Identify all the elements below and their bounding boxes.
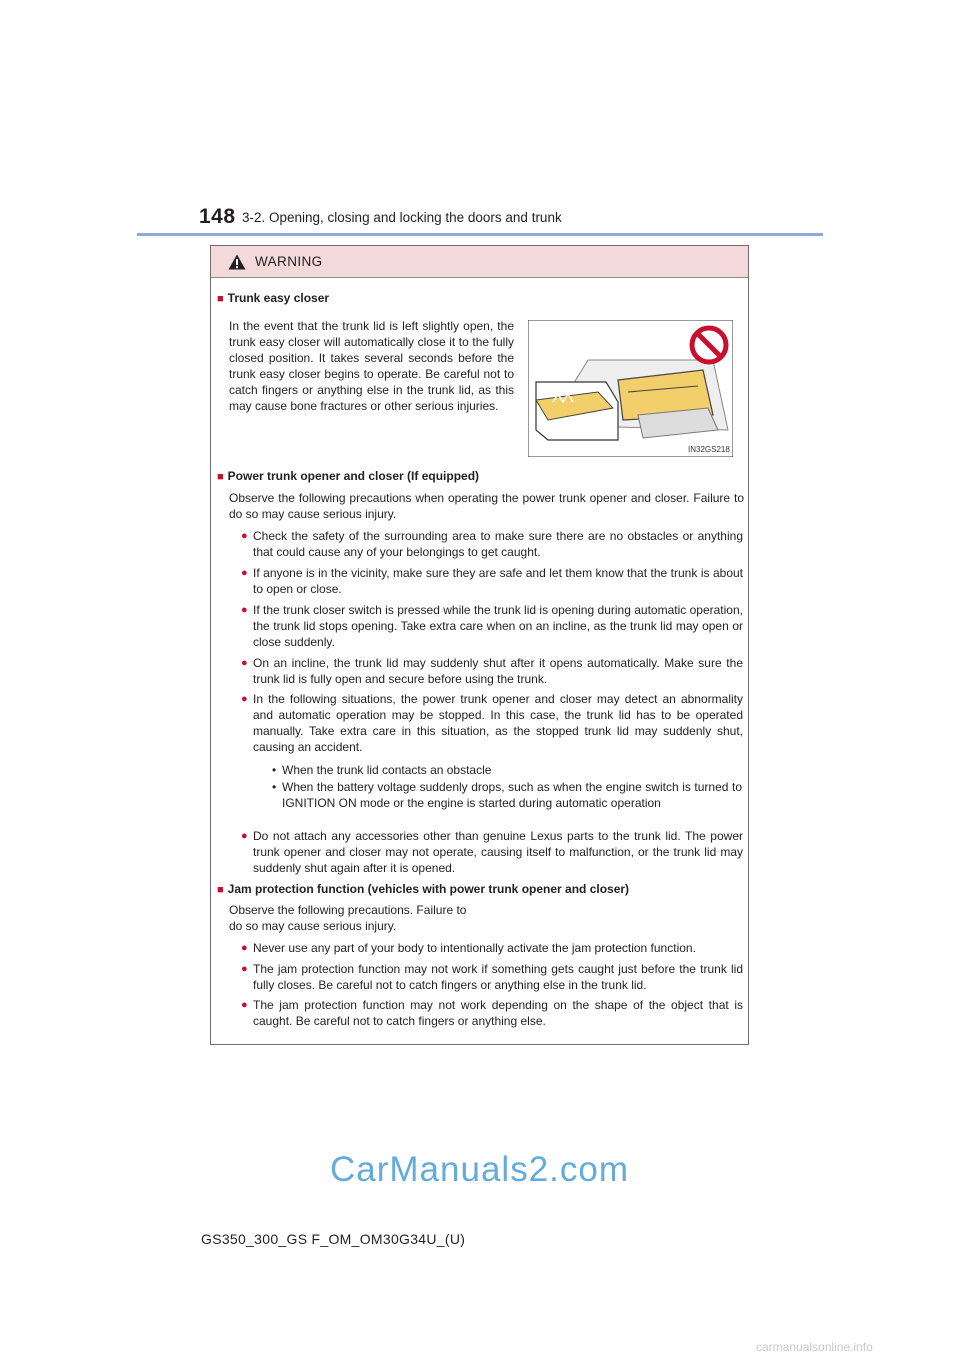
list-item: ● If anyone is in the vicinity, make sure they are safe and let them know that the trunk is about to open or close. [241,566,743,596]
list-item: ● Do not attach any accessories other than genuine Lexus parts to the trunk lid. The power trunk opener and closer may not operate, causing itself to malfunction, or the trunk lid may suddenly shut again after it is opened. [241,829,743,875]
circle-bullet-icon: ● [241,567,248,579]
circle-bullet-icon: ● [241,693,248,705]
trunk-closer-illustration [528,320,733,457]
watermark: CarManuals2.com [330,1150,629,1189]
jam-protection-intro: Observe the following precautions. Failure to do so may cause serious injury. [229,903,467,933]
circle-bullet-icon: ● [241,942,248,954]
circle-bullet-icon: ● [241,530,248,542]
sub-list-item: • When the trunk lid contacts an obstacle [272,763,492,777]
sub-list-item: • When the battery voltage suddenly drops, such as when the engine switch is turned to IGNITION ON mode or the engine is started during automatic operation [272,780,742,810]
section-title: 3-2. Opening, closing and locking the doors and trunk [242,210,562,225]
heading-jam-protection: ■ Jam protection function (vehicles with power trunk opener and closer) [217,882,630,896]
list-item: ● Never use any part of your body to intentionally activate the jam protection function. [241,941,696,955]
circle-bullet-icon: ● [241,999,248,1011]
square-bullet-icon: ■ [217,884,224,896]
circle-bullet-icon: ● [241,604,248,616]
footer-code: GS350_300_GS F_OM_OM30G34U_(U) [201,1231,466,1247]
square-bullet-icon: ■ [217,293,224,305]
list-item: ● In the following situations, the power trunk opener and closer may detect an abnormality and automatic operation may be stopped. In this case, the trunk lid has to be operated manually. Take extra care in this situation, as the stopped trunk lid may suddenly shut, causing an accident. [241,692,743,754]
image-code: IN32GS218 [688,445,730,454]
warning-title: WARNING [255,254,323,269]
square-bullet-icon: ■ [217,471,224,483]
list-item: ● The jam protection function may not work depending on the shape of the object that is caught. Be careful not to catch fingers or anything else. [241,998,743,1028]
warning-header [211,246,748,278]
heading-trunk-easy-closer: ■ Trunk easy closer [217,291,330,305]
trunk-easy-closer-text: In the event that the trunk lid is left slightly open, the trunk easy closer will automatically close it to the fully closed position. It takes several seconds before the trunk easy closer begins to operate. Be careful not to catch fingers or anything else in the trunk lid, as this may cause bone fractures or other serious injuries. [229,319,514,413]
header-rule [137,233,823,236]
list-item: ● On an incline, the trunk lid may suddenly shut after it opens automatically. Make sure the trunk lid is fully open and secure before using the trunk. [241,656,743,686]
list-item: ● If the trunk closer switch is pressed while the trunk lid is opening during automatic operation, the trunk lid stops opening. Take extra care when on an incline, as the trunk lid may open or close suddenly. [241,603,743,649]
warning-triangle-icon [228,254,246,270]
page-number: 148 [199,205,236,228]
page-header [199,205,819,233]
list-item: ● The jam protection function may not work if something gets caught just before the trunk lid fully closes. Be careful not to catch fingers or anything else in the trunk lid. [241,962,743,992]
warning-box [210,245,749,1045]
power-trunk-intro: Observe the following precautions when operating the power trunk opener and closer. Failure to do so may cause serious injury. [229,491,744,521]
heading-power-trunk: ■ Power trunk opener and closer (If equipped) [217,469,480,483]
circle-bullet-icon: ● [241,830,248,842]
circle-bullet-icon: ● [241,657,248,669]
site-url[interactable]: carmanualsonline.info [756,1340,873,1354]
circle-bullet-icon: ● [241,963,248,975]
list-item: ● Check the safety of the surrounding area to make sure there are no obstacles or anything that could cause any of your belongings to get caught. [241,529,743,559]
